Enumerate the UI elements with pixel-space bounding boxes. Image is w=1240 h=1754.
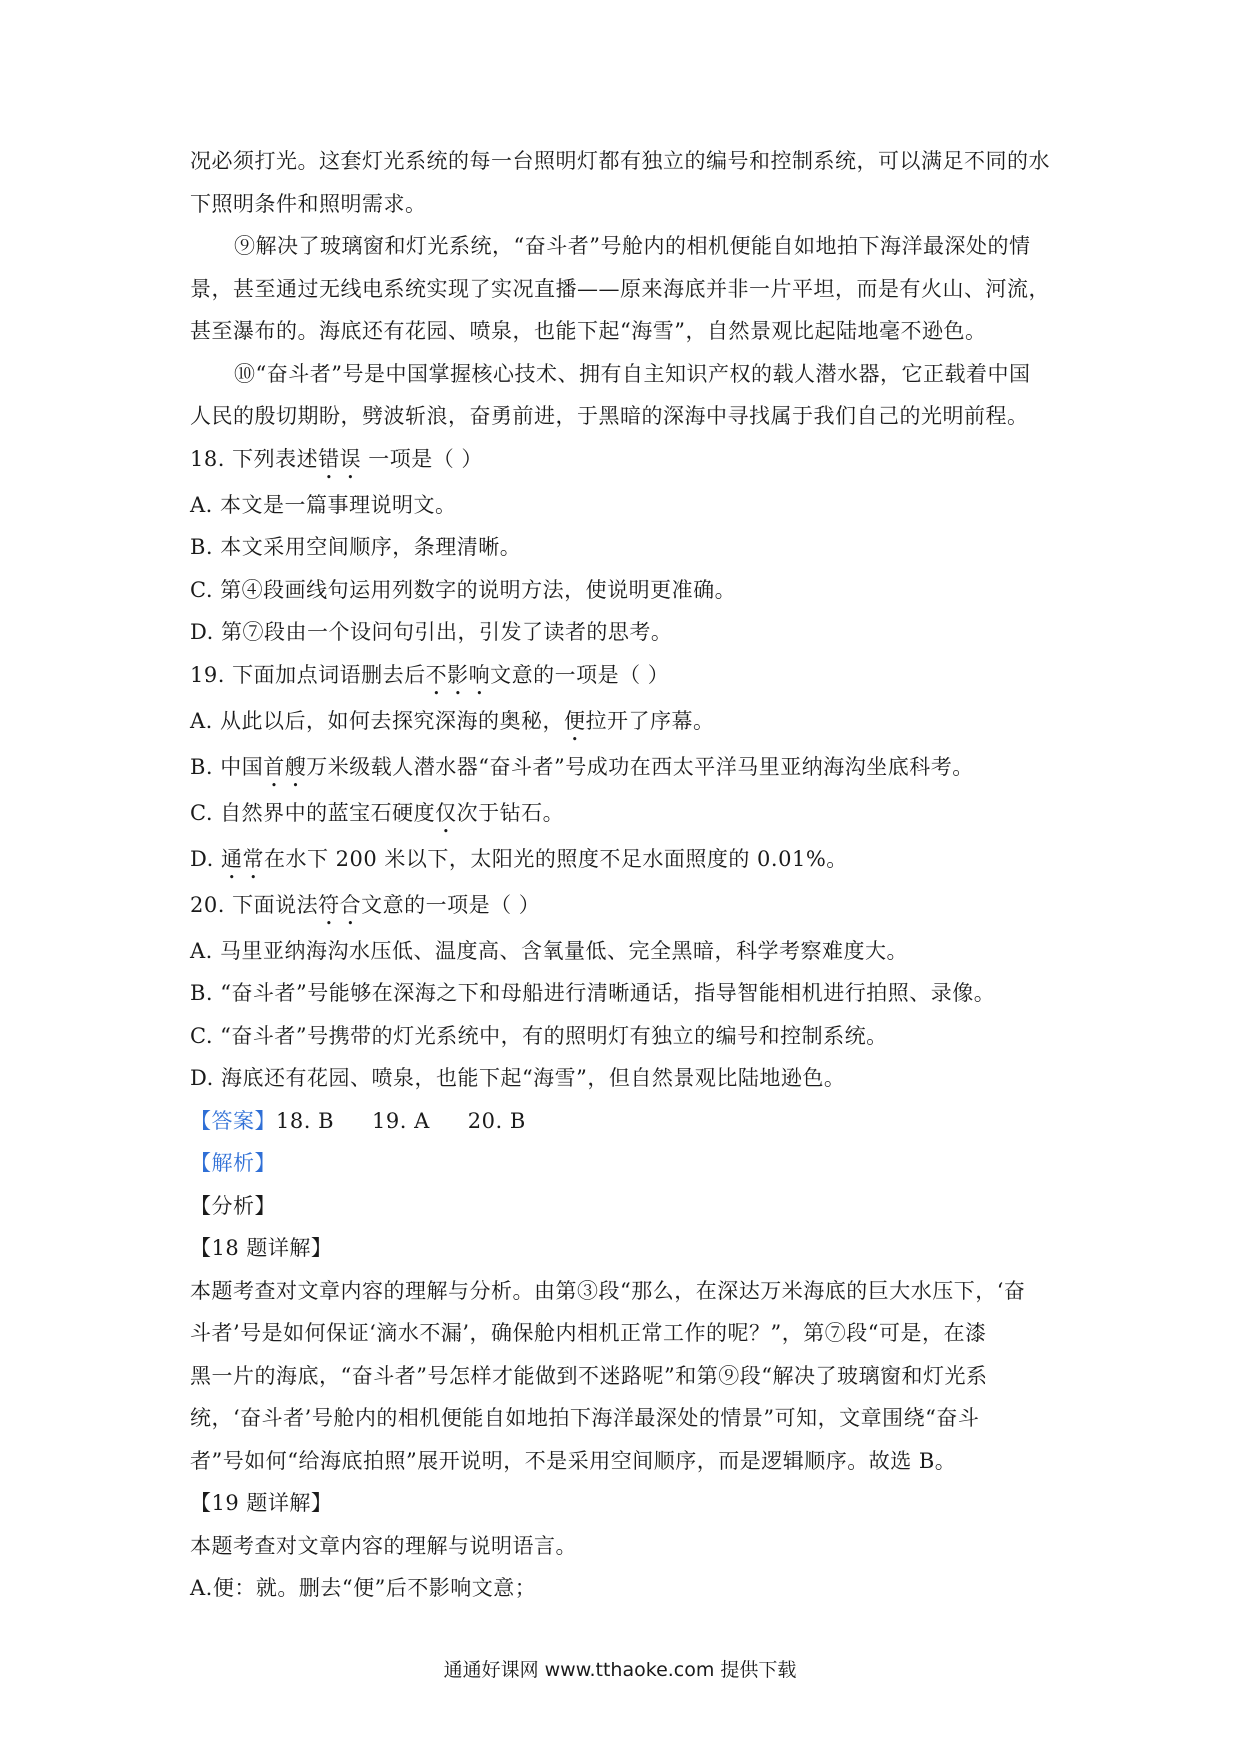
q20-stem: 20. 下面说法符合文意的一项是（ ） (190, 892, 541, 917)
q18-dotted-word: 错误 (318, 446, 362, 471)
passage-p9-line2: 景，甚至通过无线电系统实现了实况直播——原来海底并非一片平坦，而是有火山、河流， (190, 276, 1050, 301)
passage-p10-line2: 人民的殷切期盼，劈波斩浪，奋勇前进，于黑暗的深海中寻找属于我们自己的光明前程。 (190, 404, 1029, 428)
analysis-fenxi: 【分析】 (190, 1193, 276, 1218)
answer-line (190, 1100, 1060, 1143)
passage-p8-line2: 下照明条件和照明需求。 (190, 191, 427, 216)
passage-p9-line3: 甚至瀑布的。海底还有花园、喷泉，也能下起“海雪”，自然景观比起陆地毫不逊色。 (190, 319, 987, 343)
q19-option-b: B. 中国首艘万米级载人潜水器“奋斗者”号成功在西太平洋马里亚纳海沟坐底科考。 (190, 754, 974, 779)
answer-18: 18. B (276, 1108, 335, 1133)
analysis-18-line2: 斗者’号是如何保证‘滴水不漏’，确保舱内相机正常工作的呢？”，第⑦段“可是，在漆 (190, 1321, 987, 1345)
q20-option-d: D. 海底还有花园、喷泉，也能下起“海雪”，但自然景观比陆地逊色。 (190, 1066, 846, 1090)
q18-option-a: A. 本文是一篇事理说明文。 (190, 492, 457, 517)
answer-19: 19. A (372, 1108, 430, 1133)
q20-dotted-word: 符合 (318, 892, 362, 917)
analysis-18-line1: 本题考查对文章内容的理解与分析。由第③段“那么，在深达万米海底的巨大水压下，‘奋 (190, 1278, 1026, 1303)
passage-p8-line1: 况必须打光。这套灯光系统的每一台照明灯都有独立的编号和控制系统，可以满足不同的水 (190, 149, 1050, 173)
q18-stem: 18. 下列表述错误 一项是（ ） (190, 446, 483, 471)
q19-option-c: C. 自然界中的蓝宝石硬度仅次于钻石。 (190, 800, 565, 825)
page-footer: 通通好课网 www.tthaoke.com 提供下载 (443, 1659, 797, 1681)
document-page (190, 140, 1060, 1610)
analysis-18-line5: 者”号如何“给海底拍照”展开说明，不是采用空间顺序，而是逻辑顺序。故选 B。 (190, 1448, 957, 1473)
analysis-18-line3: 黑一片的海底，“奋斗者”号怎样才能做到不迷路呢”和第⑨段“解决了玻璃窗和灯光系 (190, 1363, 988, 1388)
q20-option-b: B. “奋斗者”号能够在深海之下和母船进行清晰通话，指导智能相机进行拍照、录像。 (190, 981, 996, 1005)
analysis-18-line4: 统，‘奋斗者’号舱内的相机便能自如地拍下海洋最深处的情景”可知，文章围绕“奋斗 (190, 1406, 980, 1430)
q20-option-a: A. 马里亚纳海沟水压低、温度高、含氧量低、完全黑暗，科学考察难度大。 (190, 938, 909, 963)
passage-p10-line1: ⑩“奋斗者”号是中国掌握核心技术、拥有自主知识产权的载人潜水器，它正载着中国 (234, 361, 1031, 386)
analysis-label: 【解析】 (190, 1151, 276, 1175)
analysis-18-heading: 【18 题详解】 (190, 1236, 333, 1260)
q18-option-c: C. 第④段画线句运用列数字的说明方法，使说明更准确。 (190, 577, 737, 602)
analysis-19-heading: 【19 题详解】 (190, 1491, 333, 1515)
q19-option-a: A. 从此以后，如何去探究深海的奥秘，便拉开了序幕。 (190, 708, 715, 733)
answer-label: 【答案】 (190, 1108, 276, 1133)
analysis-19-line1: 本题考查对文章内容的理解与说明语言。 (190, 1533, 577, 1558)
q18-option-d: D. 第⑦段由一个设问句引出，引发了读者的思考。 (190, 620, 673, 644)
analysis-19-line2: A.便：就。删去“便”后不影响文意； (190, 1576, 537, 1600)
q20-option-c: C. “奋斗者”号携带的灯光系统中，有的照明灯有独立的编号和控制系统。 (190, 1023, 888, 1048)
passage-p9-line1: ⑨解决了玻璃窗和灯光系统，“奋斗者”号舱内的相机便能自如地拍下海洋最深处的情 (234, 234, 1031, 258)
q18-option-b: B. 本文采用空间顺序，条理清晰。 (190, 535, 522, 559)
answer-20: 20. B (467, 1108, 526, 1133)
q19-dotted-word: 不影响 (425, 662, 491, 687)
q19-stem: 19. 下面加点词语删去后不影响文意的一项是（ ） (190, 662, 670, 687)
q19-option-d: D. 通常在水下 200 米以下，太阳光的照度不足水面照度的 0.01%。 (190, 846, 848, 871)
